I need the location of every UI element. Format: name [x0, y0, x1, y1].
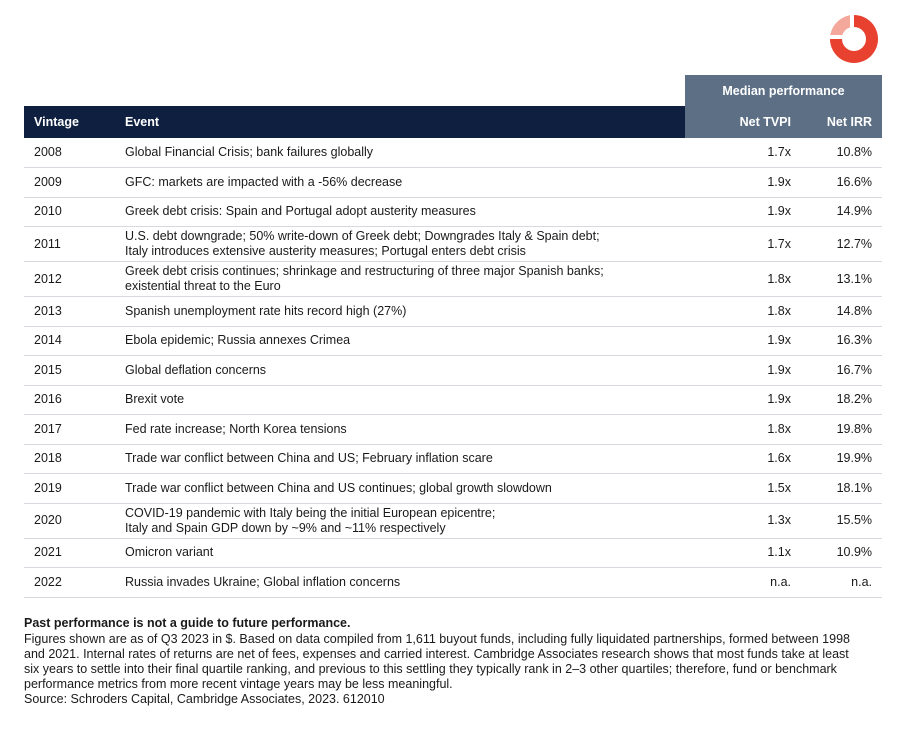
- net-irr-cell: 13.1%: [801, 262, 882, 297]
- net-tvpi-cell: 1.8x: [685, 262, 801, 297]
- net-tvpi-cell: 1.6x: [685, 444, 801, 474]
- table-row: [24, 538, 882, 568]
- vintage-cell: 2009: [24, 168, 115, 198]
- event-text-line: Fed rate increase; North Korea tensions: [125, 421, 347, 436]
- net-irr-cell: 12.7%: [801, 227, 882, 262]
- net-irr-cell: 10.9%: [801, 538, 882, 568]
- event-text-line: U.S. debt downgrade; 50% write-down of Greek debt; Downgrades Italy & Spain debt;: [125, 229, 600, 243]
- table-row: [24, 568, 882, 598]
- event-text-line: Trade war conflict between China and US continues; global growth slowdown: [125, 480, 552, 495]
- net-irr-cell: 10.8%: [801, 138, 882, 168]
- vintage-cell: 2022: [24, 568, 115, 598]
- event-text-line: Trade war conflict between China and US; February inflation scare: [125, 451, 493, 466]
- net-irr-cell: 18.2%: [801, 385, 882, 415]
- table-row: [24, 326, 882, 356]
- net-irr-cell: 19.9%: [801, 444, 882, 474]
- vintage-cell: 2019: [24, 474, 115, 504]
- event-cell: [115, 297, 685, 327]
- table-row: [24, 262, 882, 297]
- event-cell: [115, 262, 685, 297]
- event-text-line: Greek debt crisis continues; shrinkage and restructuring of three major Spanish banks;: [125, 264, 604, 278]
- event-cell: [115, 197, 685, 227]
- event-cell: [115, 538, 685, 568]
- median-performance-header: Median performance: [685, 75, 882, 106]
- net-tvpi-cell: n.a.: [685, 568, 801, 598]
- net-irr-cell: 16.6%: [801, 168, 882, 198]
- footnotes: [24, 616, 884, 707]
- vintage-cell: 2020: [24, 503, 115, 538]
- net-tvpi-cell: 1.7x: [685, 138, 801, 168]
- performance-disclaimer: Past performance is not a guide to future performance.: [24, 616, 351, 630]
- net-irr-cell: 19.8%: [801, 415, 882, 445]
- vintage-cell: 2013: [24, 297, 115, 327]
- event-cell: [115, 385, 685, 415]
- table-row: [24, 385, 882, 415]
- table-row: [24, 297, 882, 327]
- net-tvpi-cell: 1.9x: [685, 326, 801, 356]
- net-tvpi-cell: 1.8x: [685, 415, 801, 445]
- vintage-cell: 2008: [24, 138, 115, 168]
- event-text-line: Ebola epidemic; Russia annexes Crimea: [125, 333, 351, 348]
- net-tvpi-cell: 1.8x: [685, 297, 801, 327]
- vintage-cell: 2016: [24, 385, 115, 415]
- net-irr-cell: 16.3%: [801, 326, 882, 356]
- vintage-cell: 2018: [24, 444, 115, 474]
- event-cell: [115, 415, 685, 445]
- event-cell: [115, 568, 685, 598]
- net-irr-cell: 14.8%: [801, 297, 882, 327]
- net-tvpi-cell: 1.9x: [685, 356, 801, 386]
- net-irr-column-header: Net IRR: [801, 106, 882, 138]
- net-tvpi-column-header: Net TVPI: [685, 106, 801, 138]
- event-text-line: Italy and Spain GDP down by ~9% and ~11% respectively: [125, 520, 446, 535]
- table-row: [24, 503, 882, 538]
- table-row: [24, 356, 882, 386]
- net-tvpi-cell: 1.9x: [685, 385, 801, 415]
- event-cell: [115, 444, 685, 474]
- table-row: [24, 415, 882, 445]
- net-tvpi-cell: 1.9x: [685, 168, 801, 198]
- event-text-line: Global deflation concerns: [125, 362, 267, 377]
- event-cell: [115, 356, 685, 386]
- net-tvpi-cell: 1.9x: [685, 197, 801, 227]
- net-tvpi-cell: 1.7x: [685, 227, 801, 262]
- footnote-line: Figures shown are as of Q3 2023 in $. Based on data compiled from 1,611 buyout funds, including fully liquidated partnerships, formed between 1998: [24, 632, 850, 646]
- event-cell: [115, 326, 685, 356]
- table-row: [24, 227, 882, 262]
- table-row: [24, 197, 882, 227]
- event-cell: [115, 503, 685, 538]
- event-text-line: Omicron variant: [125, 545, 214, 560]
- event-text-line: GFC: markets are impacted with a -56% decrease: [125, 174, 403, 189]
- event-text-line: Brexit vote: [125, 392, 185, 407]
- vintage-cell: 2010: [24, 197, 115, 227]
- event-column-header: Event: [115, 106, 685, 138]
- schroders-logo-icon: [828, 13, 880, 65]
- event-text-line: Global Financial Crisis; bank failures globally: [125, 145, 374, 159]
- net-irr-cell: 16.7%: [801, 356, 882, 386]
- vintage-cell: 2011: [24, 227, 115, 262]
- event-cell: [115, 474, 685, 504]
- event-cell: [115, 138, 685, 168]
- event-text-line: COVID-19 pandemic with Italy being the initial European epicentre;: [125, 505, 496, 520]
- vintage-column-header: Vintage: [24, 106, 115, 138]
- event-text-line: existential threat to the Euro: [125, 279, 281, 293]
- vintage-cell: 2012: [24, 262, 115, 297]
- net-tvpi-cell: 1.1x: [685, 538, 801, 568]
- footnote-line: performance metrics from more recent vintage years may be less meaningful.: [24, 677, 453, 691]
- net-irr-cell: 18.1%: [801, 474, 882, 504]
- net-tvpi-cell: 1.3x: [685, 503, 801, 538]
- net-irr-cell: n.a.: [801, 568, 882, 598]
- event-text-line: Russia invades Ukraine; Global inflation concerns: [125, 574, 401, 589]
- event-cell: [115, 227, 685, 262]
- vintage-cell: 2021: [24, 538, 115, 568]
- source-line: Source: Schroders Capital, Cambridge Associates, 2023. 612010: [24, 692, 385, 706]
- table-row: [24, 474, 882, 504]
- vintage-cell: 2017: [24, 415, 115, 445]
- event-text-line: Spanish unemployment rate hits record high (27%): [125, 303, 407, 318]
- event-cell: [115, 168, 685, 198]
- event-text-line: Greek debt crisis: Spain and Portugal adopt austerity measures: [125, 204, 476, 219]
- table-row: [24, 138, 882, 168]
- vintage-cell: 2014: [24, 326, 115, 356]
- footnote-line: six years to settle into their final quartile ranking, and previous to this settling they typically rank in 2–3 other quartiles; therefore, fund or benchmark: [24, 662, 837, 676]
- vintage-cell: 2015: [24, 356, 115, 386]
- net-irr-cell: 15.5%: [801, 503, 882, 538]
- table-row: [24, 168, 882, 198]
- net-irr-cell: 14.9%: [801, 197, 882, 227]
- footnote-line: and 2021. Internal rates of returns are net of fees, expenses and carried interest. Cambridge Associates research shows that most funds take at least: [24, 647, 849, 661]
- event-text-line: Italy introduces extensive austerity measures; Portugal enters debt crisis: [125, 244, 526, 258]
- performance-table: [24, 75, 882, 598]
- table-row: [24, 444, 882, 474]
- net-tvpi-cell: 1.5x: [685, 474, 801, 504]
- performance-table-container: [24, 75, 882, 598]
